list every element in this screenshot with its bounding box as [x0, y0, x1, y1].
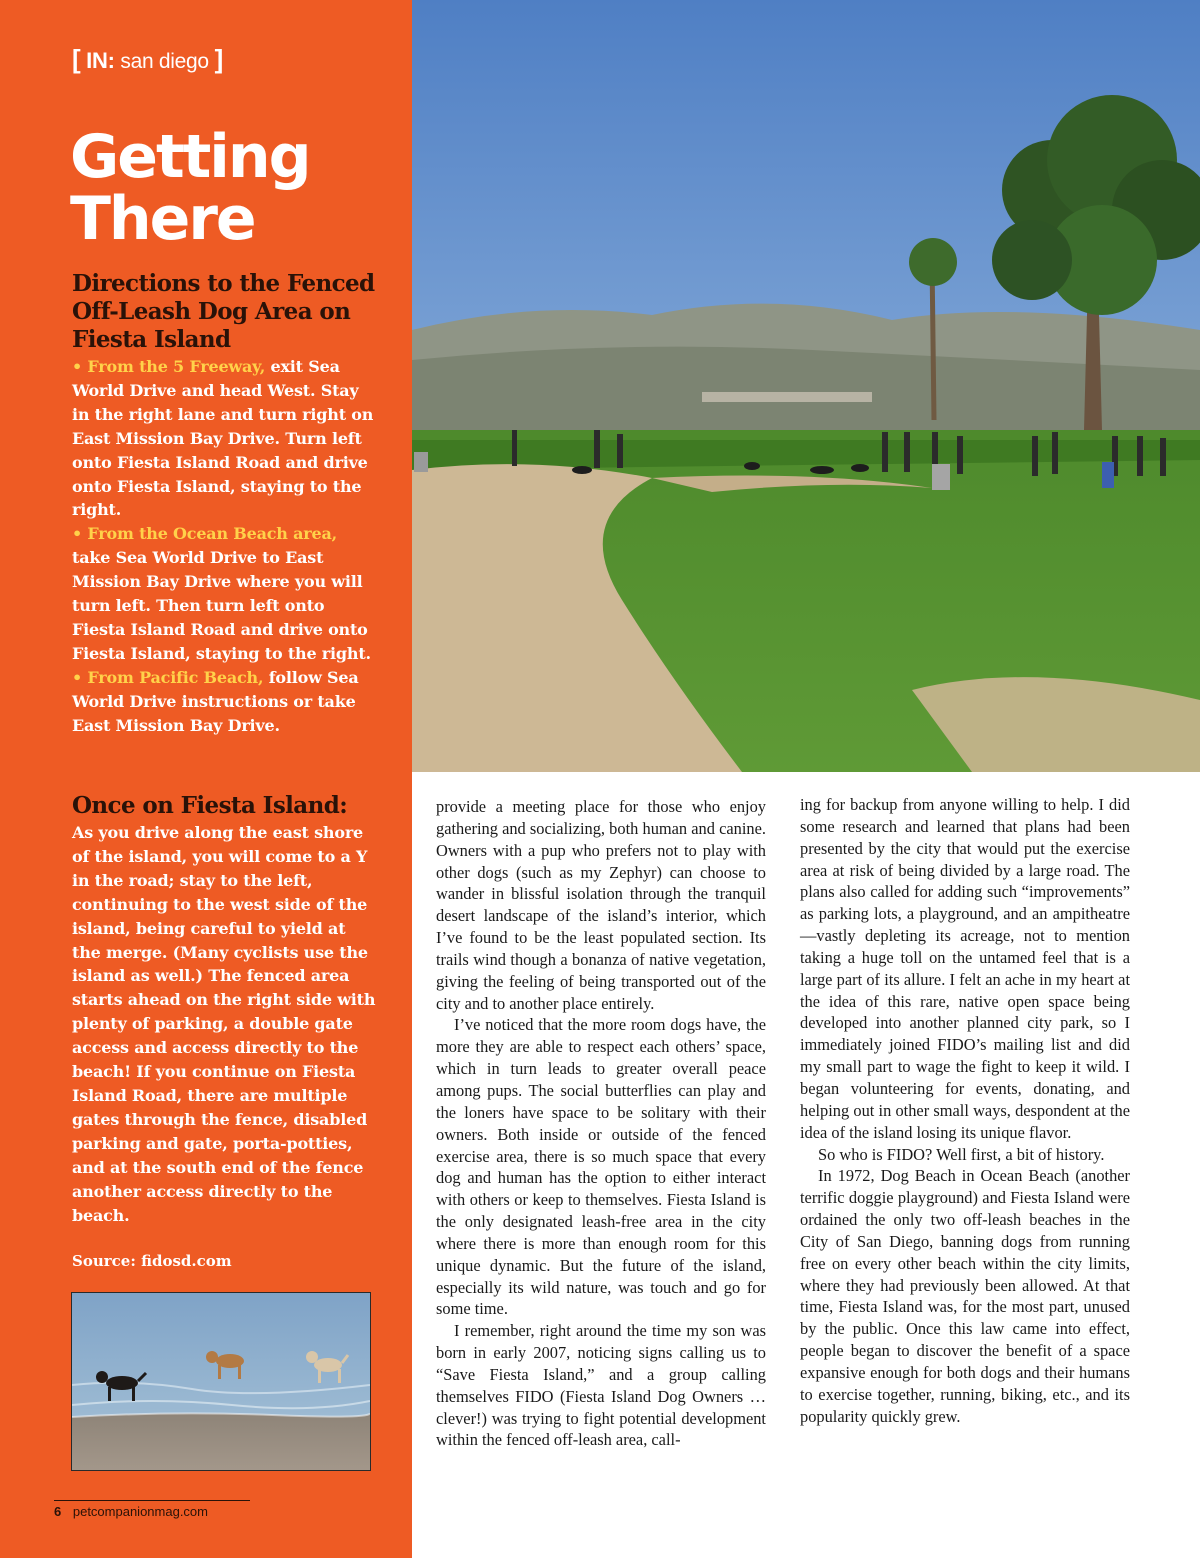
beach-dogs-illustration: [72, 1293, 370, 1470]
page-footer: [54, 1504, 208, 1519]
dog-park-illustration: [412, 0, 1200, 772]
direction-lead-ocean-beach: • From the Ocean Beach area,: [72, 524, 338, 544]
directions-text: [72, 355, 377, 738]
source-credit: Source: fidosd.com: [72, 1252, 232, 1270]
directions-heading: Directions to the Fenced Off-Leash Dog Area on Fiesta Island: [72, 270, 375, 353]
page-title: [70, 122, 310, 254]
footer-rule: [54, 1500, 250, 1501]
article-paragraph: provide a meeting place for those who enjoy gathering and socializing, both human and canine. Owners with a pup who prefers not to play with other dogs (such as my Zephyr) can choose to wander in blissful isolation through the tranquil desert landscape of the island’s interior, which I’ve found to be the least populated section. Its trails wind though a bonanza of native vegetation, giving the feeling of being transported out of the city and to another place entirely.: [436, 797, 766, 1013]
page-number: 6: [54, 1504, 62, 1519]
article-paragraph: I’ve noticed that the more room dogs have, the more they are able to respect each others’ space, which in turn leads to greater overall peace among pups. The social butterflies can play and the loners have space to be solitary with their owners. Both inside or outside of the fenced exercise area, there is so much space that every dog and human has the option to either interact with others or keep to themselves. Fiesta Island is the only designated leash-free area in the city where there is more than enough room for this unique dynamic. But the future of the island, especially its wild nature, was touch and go for some time.: [436, 1015, 766, 1319]
bracket-close: ]: [214, 44, 223, 74]
sidebar-panel: [0, 0, 412, 1558]
once-heading: Once on Fiesta Island:: [72, 792, 348, 819]
once-text: As you drive along the east shore of the island, you will come to a Y in the road; stay to the left, continuing to the west side of the island, being careful to yield at the merge. (Many cyclists use the island as well.) The fenced area starts ahead on the right side with plenty of parking, a double gate access and access directly to the beach! If you continue on Fiesta Island Road, there are multiple gates through the fence, disabled parking and gate, porta-potties, and at the south end of the fence another access directly to the beach.: [72, 823, 376, 1225]
direction-text-freeway: exit Sea World Drive and head West. Stay in the right lane and turn right on East Mission Bay Drive. Turn left onto Fiesta Island Road and drive onto Fiesta Island, staying to the right.: [72, 357, 374, 520]
direction-lead-freeway: • From the 5 Freeway,: [72, 357, 266, 376]
title-line-1: Getting: [70, 122, 310, 192]
section-label: IN:: [86, 48, 115, 73]
article-paragraph: I remember, right around the time my son was born in early 2007, noticing signs calling us to “Save Fiesta Island,” and a group calling themselves FIDO (Fiesta Island Dog Owners … clever!) was trying to fight potential development within the fenced off-leash area, call-: [436, 1321, 766, 1450]
article-column-2: [800, 794, 1130, 1427]
article-column-1: [436, 796, 766, 1451]
article-paragraph: ing for backup from anyone willing to help. I did some research and learned that plans had been presented by the city that would put the exercise area at risk of being divided by a large road. The plans also called for adding such “improvements” as parking lots, a playground, and an ampitheatre—vastly depleting its acreage, not to mention taking a huge toll on the untamed feel that is a large part of its allure. I felt an ache in my heart at the idea of this rare, native open space being developed into another planned city park, so I immediately joined FIDO’s mailing list and did my small part to wage the fight to keep it wild. I began volunteering for events, donating, and helping out in other small ways, despondent at the idea of the island losing its unique flavor.: [800, 795, 1130, 1142]
direction-text-pacific-beach: follow Sea World Drive instructions or take East Mission Bay Drive.: [72, 667, 359, 735]
footer-site: petcompanionmag.com: [72, 1504, 208, 1519]
section-tag: [72, 44, 223, 75]
article-paragraph: In 1972, Dog Beach in Ocean Beach (another terrific doggie playground) and Fiesta Island were ordained the only two off-leash beaches in the City of San Diego, banning dogs from running free on every other beach within the city limits, where they had previously been allowed. At that time, Fiesta Island was, for the most part, unused by the public. Once this law came into effect, people began to discover the benefit of a space expansive enough for both dogs and their humans to exercise together, running, biking, etc., and its popularity quickly grew.: [800, 1166, 1130, 1426]
direction-lead-pacific-beach: • From Pacific Beach,: [72, 667, 264, 687]
title-line-2: There: [70, 184, 255, 254]
section-city: san diego: [120, 50, 209, 73]
fiesta-island-photo: [412, 0, 1200, 772]
bracket-open: [: [72, 44, 81, 74]
direction-text-ocean-beach: take Sea World Drive to East Mission Bay Drive where you will turn left. Then turn left onto Fiesta Island Road and drive onto Fiesta Island, staying to the right.: [72, 548, 371, 663]
article-paragraph: So who is FIDO? Well first, a bit of history.: [818, 1144, 1105, 1164]
beach-dogs-photo: [71, 1292, 371, 1471]
